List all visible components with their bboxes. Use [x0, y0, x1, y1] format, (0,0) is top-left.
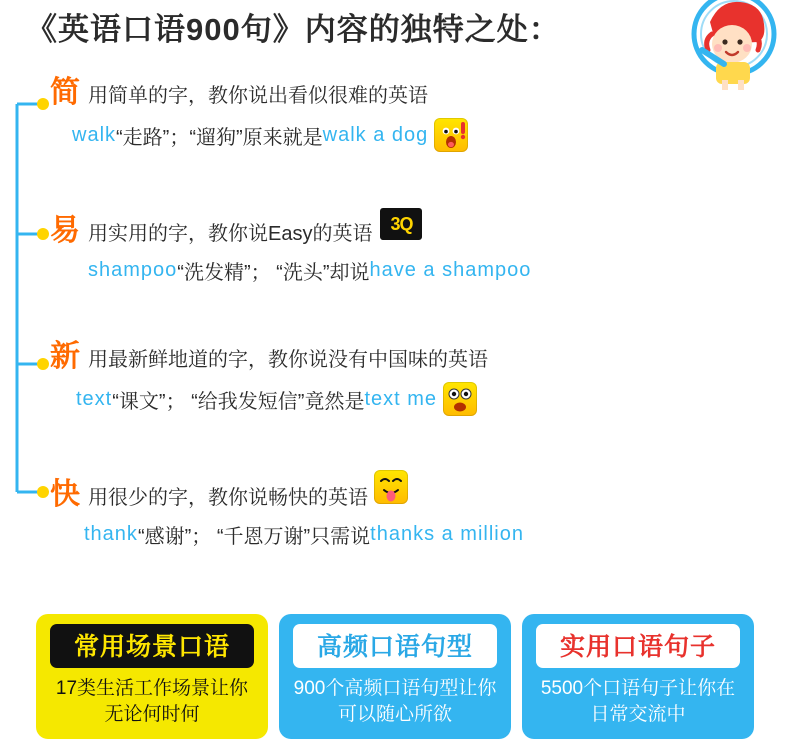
- bracket-connector: [14, 92, 50, 504]
- feature-row-1-example-en2: walk a dog: [322, 123, 429, 146]
- feature-row-3-keyword: 新: [50, 340, 80, 373]
- feature-card-3-body: 5500个口语句子让你在日常交流中: [540, 678, 736, 725]
- feature-row-2-keyword: 易: [50, 214, 80, 247]
- feature-row-4-example: [84, 520, 780, 549]
- feature-row-1: [50, 78, 780, 152]
- feature-row-4-keyword: 快: [50, 478, 80, 511]
- feature-row-3: [50, 342, 780, 416]
- feature-card-3-title: 实用口语句子: [536, 624, 740, 668]
- shocked-face-emoji: [434, 118, 468, 152]
- feature-row-2-example-zh: “洗发精”； “洗头”却说: [177, 262, 370, 284]
- feature-card-1[interactable]: [36, 614, 268, 739]
- three-q-badge-icon: [380, 208, 422, 240]
- feature-row-4-example-zh: “感谢”； “千恩万谢”只需说: [137, 526, 371, 548]
- feature-row-1-headline: [50, 78, 780, 108]
- feature-card-3[interactable]: [522, 614, 754, 739]
- feature-row-2-headline: [50, 208, 780, 246]
- feature-row-1-description: 用简单的字，教你说出看似很难的英语: [88, 85, 428, 107]
- feature-row-3-example-en1: text: [76, 387, 113, 410]
- feature-row-4-headline: [50, 470, 780, 510]
- feature-card-2[interactable]: [279, 614, 511, 739]
- feature-card-2-title: 高频口语句型: [293, 624, 497, 668]
- feature-row-1-example-zh: “走路”；“遛狗”原来就是: [116, 126, 323, 149]
- feature-row-2: [50, 208, 780, 285]
- feature-row-3-example-zh: “课文”； “给我发短信”竟然是: [112, 390, 365, 413]
- page-title: 《英语口语900句》内容的独特之处：: [26, 12, 561, 47]
- feature-row-2-example-en2: have a shampoo: [369, 259, 532, 281]
- feature-row-4-example-en2: thanks a million: [370, 523, 524, 545]
- feature-card-1-body: 17类生活工作场景让你无论何时何: [55, 678, 249, 725]
- feature-card-1-title: 常用场景口语: [50, 624, 254, 668]
- feature-row-3-headline: [50, 342, 780, 372]
- feature-row-3-description: 用最新鲜地道的字，教你说没有中国味的英语: [88, 349, 488, 371]
- feature-row-1-keyword: 简: [50, 76, 80, 109]
- feature-row-2-example-en1: shampoo: [88, 259, 178, 281]
- feature-row-4-example-en1: thank: [84, 523, 138, 545]
- feature-row-2-example: [88, 256, 780, 285]
- feature-row-2-description: 用实用的字，教你说Easy的英语: [88, 223, 373, 245]
- tongue-out-emoji: [374, 470, 408, 504]
- feature-row-4: [50, 470, 780, 549]
- three-q-badge-label: 3Q: [390, 214, 413, 234]
- feature-row-1-example: [72, 118, 780, 152]
- feature-row-3-example-en2: text me: [364, 387, 438, 410]
- feature-card-2-body: 900个高频口语句型让你可以随心所欲: [293, 678, 497, 725]
- feature-row-4-description: 用很少的字，教你说畅快的英语: [88, 487, 368, 509]
- feature-row-1-example-en1: walk: [72, 123, 117, 146]
- feature-cards: [36, 614, 756, 739]
- feature-row-3-example: [76, 382, 780, 416]
- wide-eyes-emoji: [443, 382, 477, 416]
